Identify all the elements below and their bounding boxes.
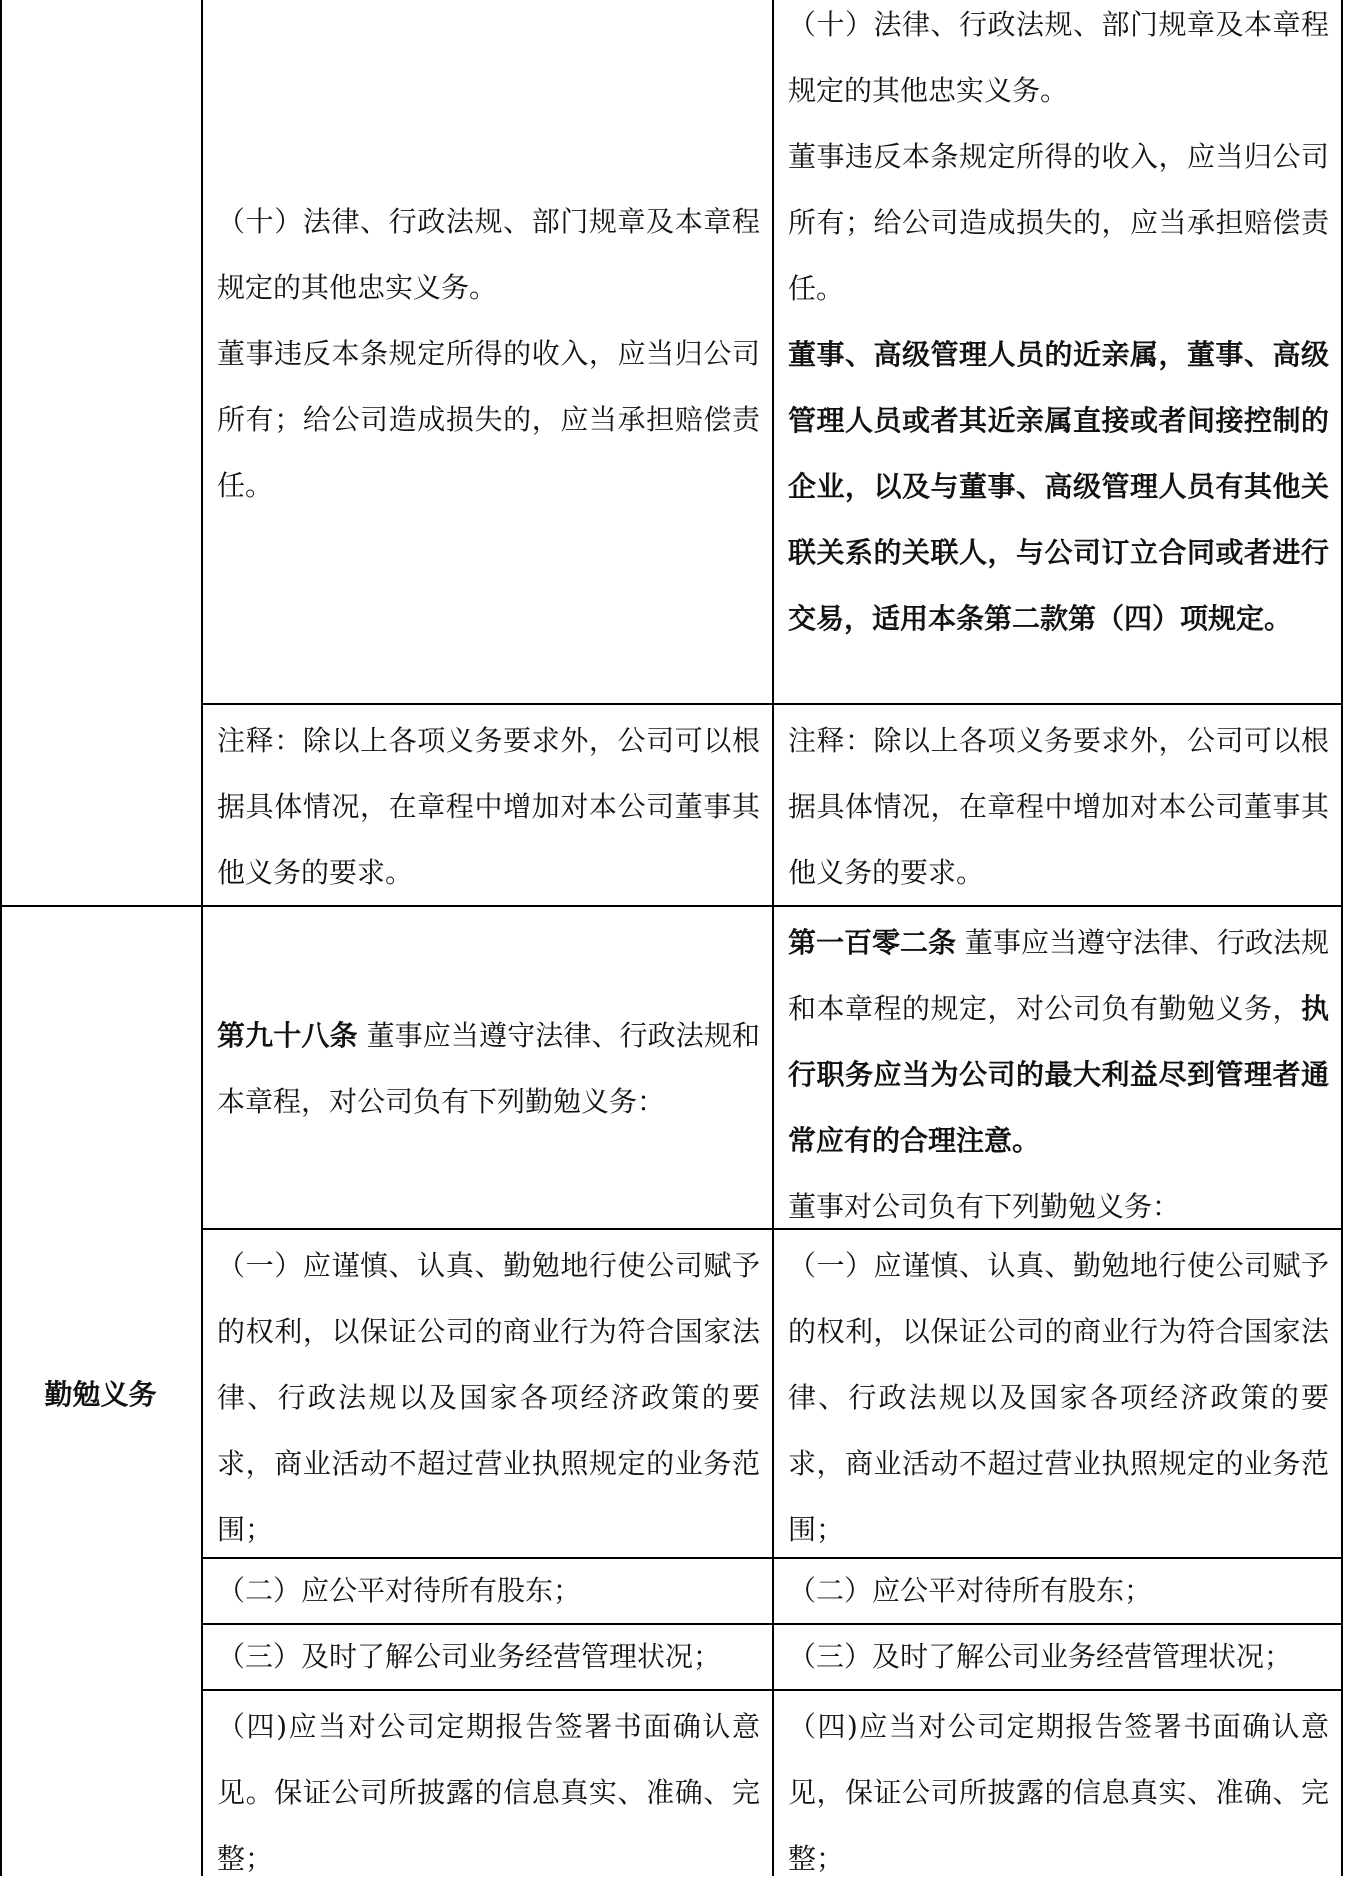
paragraph: （三）及时了解公司业务经营管理状况； (788, 1640, 1293, 1673)
paragraph (217, 1003, 760, 1135)
paragraph: 董事违反本条规定所得的收入，应当归公司所有；给公司造成损失的，应当承担赔偿责任。 (788, 140, 1329, 305)
paragraph: （四)应当对公司定期报告签署书面确认意见。保证公司所披露的信息真实、准确、完整； (217, 1710, 760, 1875)
border-left (0, 0, 2, 1876)
paragraph: （二）应公平对待所有股东； (788, 1574, 1153, 1607)
paragraph: （十）法律、行政法规、部门规章及本章程规定的其他忠实义务。 (217, 205, 760, 304)
new-article-cell (773, 910, 1341, 1240)
old-article-cell (202, 189, 772, 519)
old-article-cell (202, 1003, 772, 1135)
paragraph (788, 910, 1329, 1174)
paragraph: （一）应谨慎、认真、勤勉地行使公司赋予的权利，以保证公司的商业行为符合国家法律、行政法规以及国家各项经济政策的要求，商业活动不超过营业执照规定的业务范围； (788, 1249, 1329, 1546)
added-text: 执行职务应当为公司的最大利益尽到管理者通常应有的合理注意。 (788, 992, 1329, 1157)
paragraph: （十）法律、行政法规、部门规章及本章程规定的其他忠实义务。 (788, 8, 1329, 107)
paragraph: （四)应当对公司定期报告签署书面确认意见，保证公司所披露的信息真实、准确、完整； (788, 1710, 1329, 1875)
new-item-cell (773, 1694, 1341, 1892)
old-item-cell (202, 1558, 772, 1624)
paragraph: 注释：除以上各项义务要求外，公司可以根据具体情况，在章程中增加对本公司董事其他义务的要求。 (788, 724, 1329, 889)
paragraph: 董事对公司负有下列勤勉义务： (788, 1190, 1181, 1223)
new-item-cell (773, 1624, 1341, 1690)
old-note-cell (202, 708, 772, 906)
category-label: 勤勉义务 (44, 1378, 157, 1411)
new-item-cell (773, 1233, 1341, 1563)
new-note-cell (773, 708, 1341, 906)
old-item-cell (202, 1233, 772, 1563)
new-item-cell (773, 1558, 1341, 1624)
paragraph: 董事违反本条规定所得的收入，应当归公司所有；给公司造成损失的，应当承担赔偿责任。 (217, 337, 760, 502)
article-number: 第九十八条 (217, 1019, 358, 1052)
border-right (1341, 0, 1343, 1876)
article-text: 董事应当遵守法律、行政法规和本章程的规定，对公司负有勤勉义务， (788, 926, 1329, 1025)
old-item-cell (202, 1694, 772, 1892)
row-divider (201, 703, 1343, 705)
paragraph: （二）应公平对待所有股东； (217, 1574, 582, 1607)
paragraph: （三）及时了解公司业务经营管理状况； (217, 1640, 722, 1673)
old-item-cell (202, 1624, 772, 1690)
paragraph: （一）应谨慎、认真、勤勉地行使公司赋予的权利，以保证公司的商业行为符合国家法律、行政法规以及国家各项经济政策的要求，商业活动不超过营业执照规定的业务范围； (217, 1249, 760, 1546)
paragraph: 注释：除以上各项义务要求外，公司可以根据具体情况，在章程中增加对本公司董事其他义务的要求。 (217, 724, 760, 889)
article-number: 第一百零二条 (788, 926, 957, 959)
article-text: 董事应当遵守法律、行政法规和本章程，对公司负有下列勤勉义务： (217, 1019, 760, 1118)
added-paragraph: 董事、高级管理人员的近亲属，董事、高级管理人员或者其近亲属直接或者间接控制的企业，以及与董事、高级管理人员有其他关联关系的关联人，与公司订立合同或者进行交易，适用本条第二款第（四）项规定。 (788, 338, 1329, 635)
new-article-cell (773, 0, 1341, 652)
